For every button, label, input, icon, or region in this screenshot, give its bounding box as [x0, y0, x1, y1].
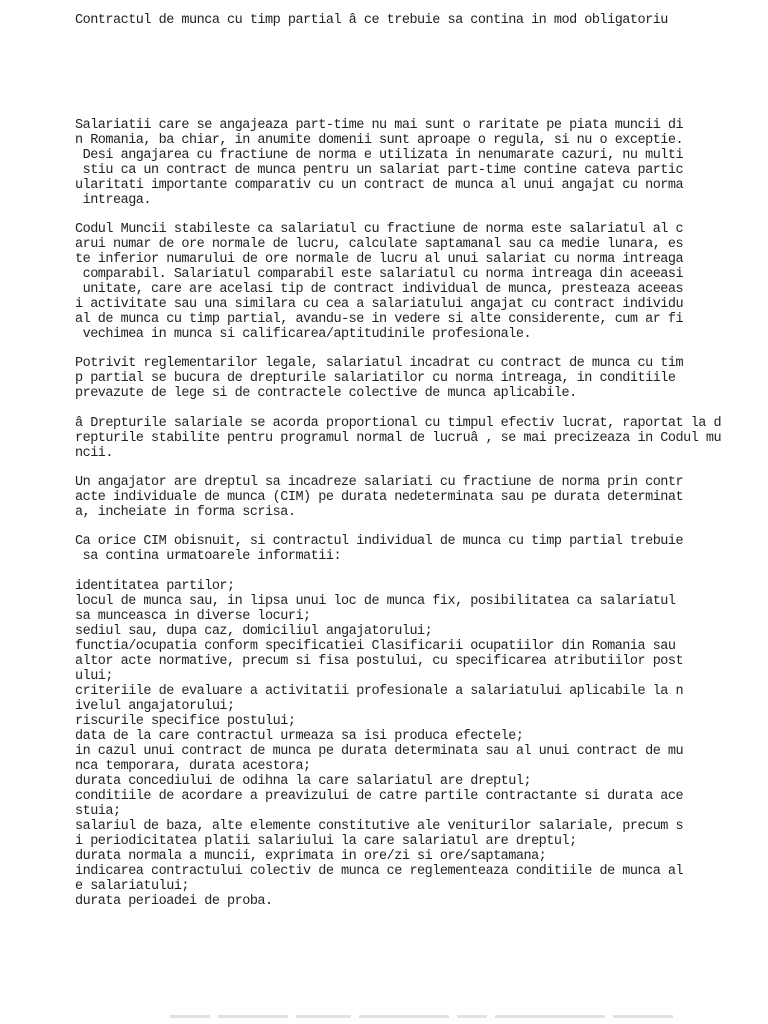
paragraph-1-line: Salariatii care se angajeaza part-time nu mai sunt o raritate pe piata muncii di: [75, 118, 684, 133]
paragraph-3-line: Potrivit reglementarilor legale, salariatul incadrat cu contract de munca cu tim: [75, 356, 684, 371]
paragraph-2-line: Codul Muncii stabileste ca salariatul cu fractiune de norma este salariatul al c: [75, 222, 684, 237]
list-item: i periodicitatea platii salariului la care salariatul are dreptul;: [75, 834, 577, 849]
paragraph-5-line: Un angajator are dreptul sa incadreze salariati cu fractiune de norma prin contr: [75, 475, 684, 490]
list-item: durata concediului de odihna la care salariatul are dreptul;: [75, 774, 532, 789]
list-item: riscurile specifice postului;: [75, 714, 296, 729]
paragraph-4-line: repturile stabilite pentru programul normal de lucruâ , se mai precizeaza in Codul mu: [75, 431, 722, 446]
list-item: identitatea partilor;: [75, 579, 235, 594]
list-item: sediul sau, dupa caz, domiciliul angajatorului;: [75, 624, 433, 639]
paragraph-2-line: comparabil. Salariatul comparabil este salariatul cu norma intreaga din aceeasi: [75, 267, 684, 282]
paragraph-2-line: te inferior numarului de ore normale de lucru al unui salariat cu norma intreaga: [75, 252, 684, 267]
bleed-through-artifact: [170, 1015, 690, 1024]
list-item: indicarea contractului colectiv de munca ce reglementeaza conditiile de munca al: [75, 864, 684, 879]
list-item: e salariatului;: [75, 879, 190, 894]
list-item: salariul de baza, alte elemente constitutive ale veniturilor salariale, precum s: [75, 819, 684, 834]
paragraph-1-line: intreaga.: [75, 193, 152, 208]
paragraph-4-line: ncii.: [75, 446, 114, 461]
list-item: locul de munca sau, in lipsa unui loc de munca fix, posibilitatea ca salariatul: [75, 594, 676, 609]
list-item: criteriile de evaluare a activitatii profesionale a salariatului aplicabile la n: [75, 684, 684, 699]
list-item: ului;: [75, 669, 114, 684]
paragraph-6-line: sa contina urmatoarele informatii:: [75, 549, 342, 564]
paragraph-5-line: a, incheiate in forma scrisa.: [75, 505, 296, 520]
list-item: altor acte normative, precum si fisa postului, cu specificarea atributiilor post: [75, 654, 684, 669]
list-item: functia/ocupatia conform specificatiei Clasificarii ocupatiilor din Romania sau: [75, 639, 676, 654]
paragraph-4-line: â Drepturile salariale se acorda proportional cu timpul efectiv lucrat, raportat la d: [75, 416, 722, 431]
paragraph-3-line: p partial se bucura de drepturile salariatilor cu norma intreaga, in conditiile: [75, 371, 676, 386]
paragraph-2-line: arui numar de ore normale de lucru, calculate saptamanal sau ca medie lunara, es: [75, 237, 684, 252]
paragraph-1-line: n Romania, ba chiar, in anumite domenii sunt aproape o regula, si nu o exceptie.: [75, 133, 684, 148]
paragraph-5-line: acte individuale de munca (CIM) pe durata nedeterminata sau pe durata determinat: [75, 490, 684, 505]
paragraph-3-line: prevazute de lege si de contractele colective de munca aplicabile.: [75, 386, 577, 401]
list-item: nca temporara, durata acestora;: [75, 759, 311, 774]
list-item: stuia;: [75, 804, 121, 819]
paragraph-2-line: al de munca cu timp partial, avandu-se in vedere si alte considerente, cum ar fi: [75, 312, 684, 327]
list-item: ivelul angajatorului;: [75, 699, 235, 714]
paragraph-1-line: Desi angajarea cu fractiune de norma e utilizata in nenumarate cazuri, nu multi: [75, 148, 684, 163]
list-item: durata perioadei de proba.: [75, 894, 273, 909]
paragraph-2-line: unitate, care are acelasi tip de contract individual de munca, presteaza aceeas: [75, 282, 684, 297]
paragraph-1-line: stiu ca un contract de munca pentru un salariat part-time contine cateva partic: [75, 163, 684, 178]
list-item: conditiile de acordare a preavizului de catre partile contractante si durata ace: [75, 789, 684, 804]
list-item: in cazul unui contract de munca pe durata determinata sau al unui contract de mu: [75, 744, 684, 759]
list-item: durata normala a muncii, exprimata in ore/zi si ore/saptamana;: [75, 849, 547, 864]
paragraph-6-line: Ca orice CIM obisnuit, si contractul individual de munca cu timp partial trebuie: [75, 534, 684, 549]
list-item: data de la care contractul urmeaza sa isi produca efectele;: [75, 729, 524, 744]
paragraph-2-line: vechimea in munca si calificarea/aptitudinile profesionale.: [75, 327, 532, 342]
paragraph-2-line: i activitate sau una similara cu cea a salariatului angajat cu contract individu: [75, 297, 684, 312]
document-title: Contractul de munca cu timp partial â ce trebuie sa contina in mod obligatoriu: [75, 13, 668, 28]
list-item: sa munceasca in diverse locuri;: [75, 609, 311, 624]
paragraph-1-line: ularitati importante comparativ cu un contract de munca al unui angajat cu norma: [75, 178, 684, 193]
